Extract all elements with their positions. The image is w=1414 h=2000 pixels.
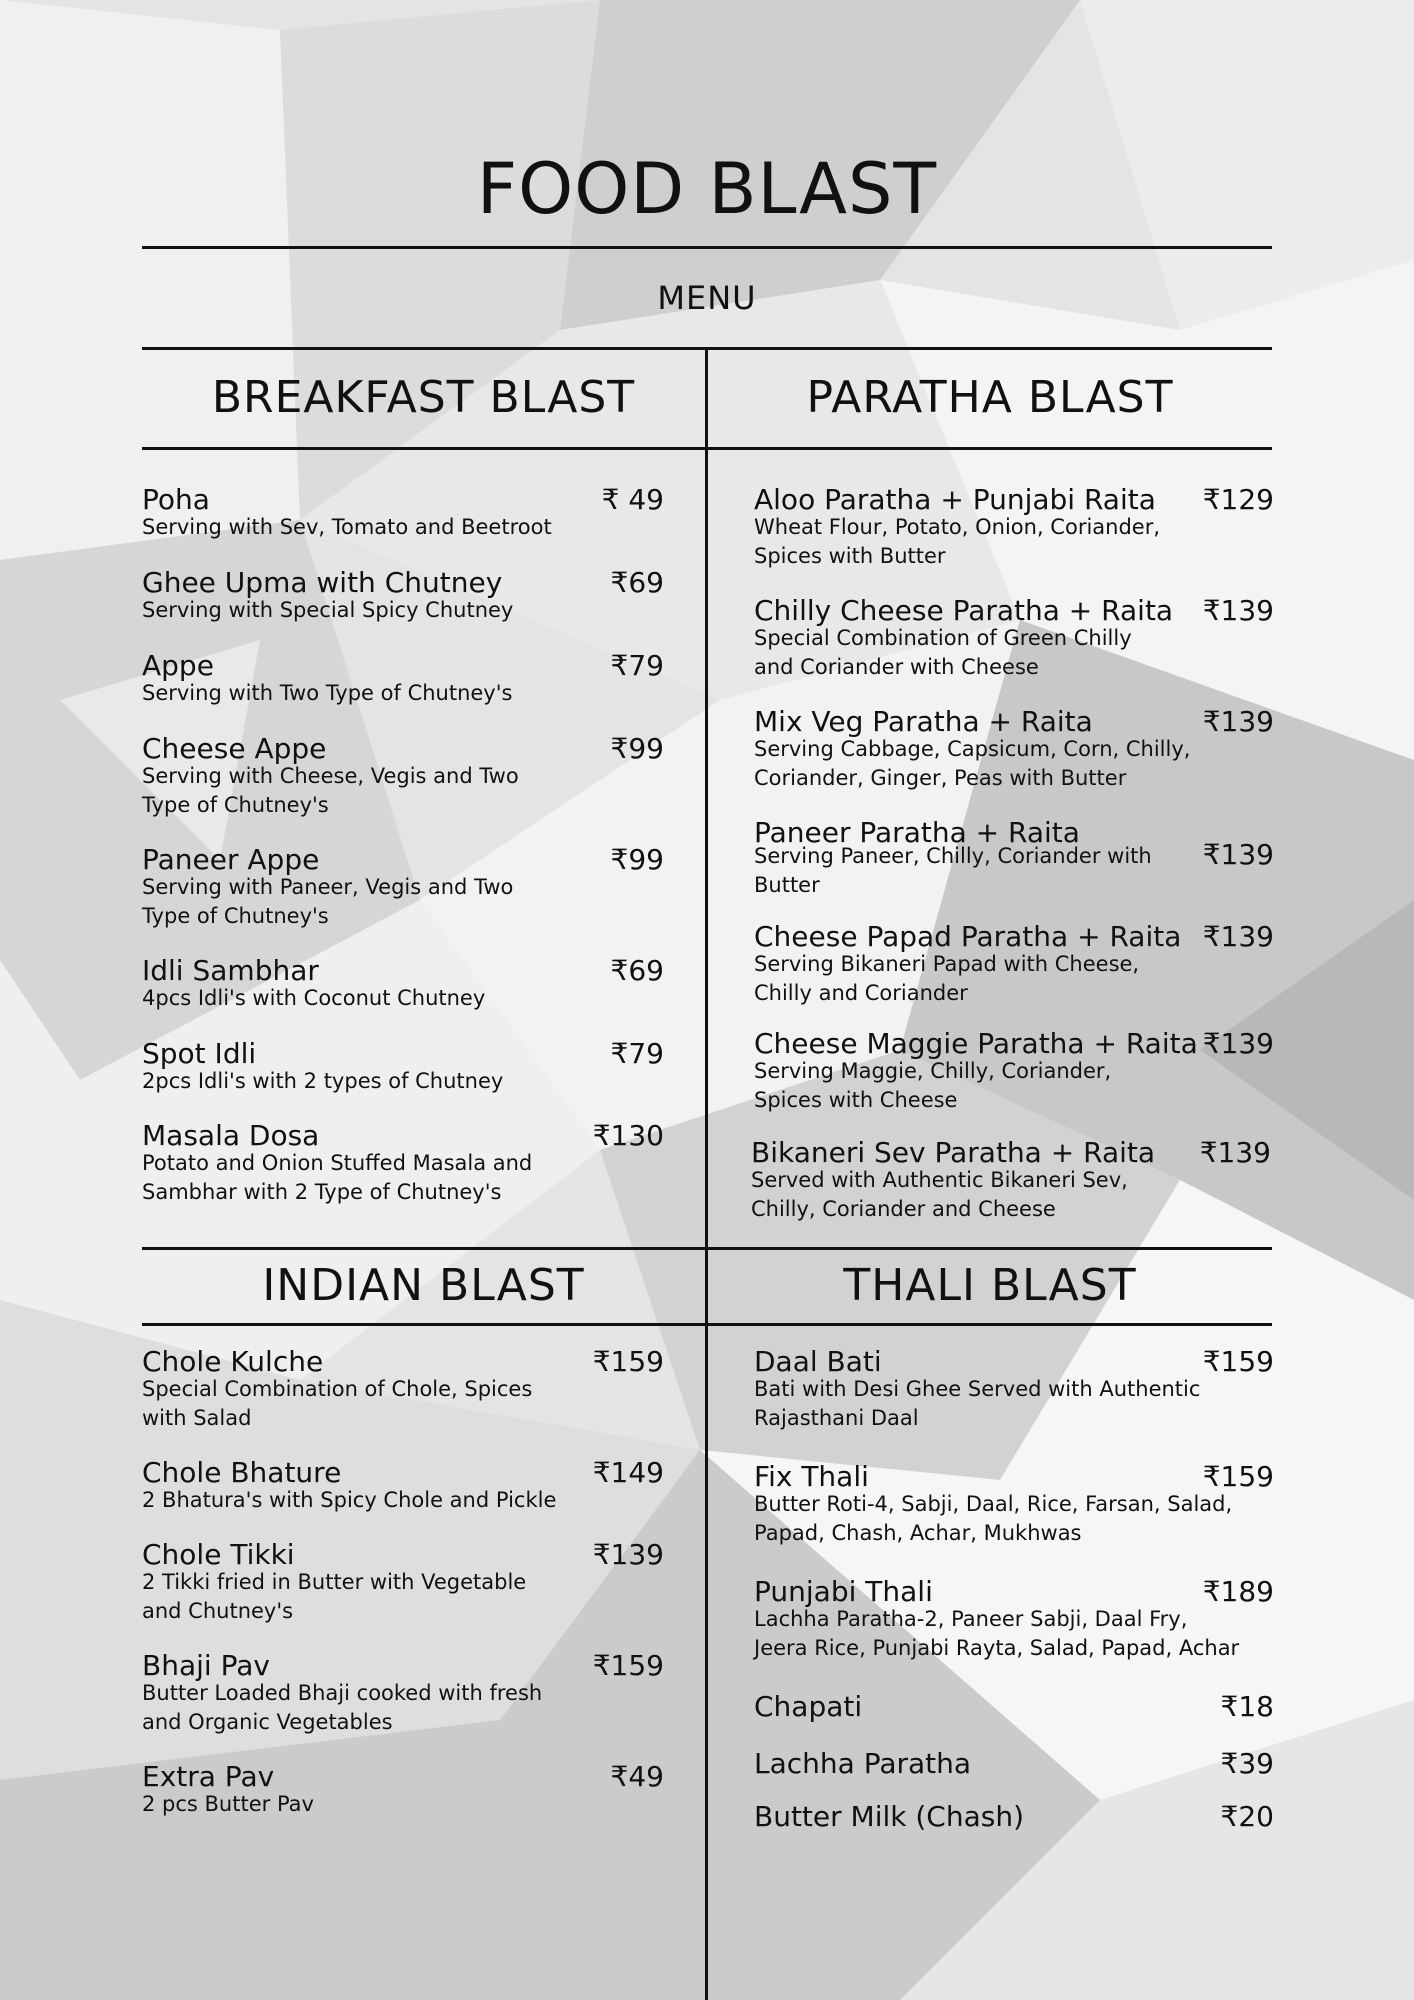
menu-item — [142, 1760, 664, 1850]
menu-item — [142, 1345, 664, 1435]
item-price: ₹139 — [592, 1538, 664, 1571]
item-description: Serving with Special Spicy Chutney — [142, 598, 514, 622]
item-price: ₹69 — [610, 566, 664, 599]
menu-item — [142, 566, 664, 656]
menu-item — [754, 1800, 1274, 1890]
menu-item — [754, 1345, 1274, 1435]
item-price: ₹69 — [610, 954, 664, 987]
item-name: Cheese Maggie Paratha + Raita — [754, 1027, 1198, 1060]
item-description: Served with Authentic Bikaneri Sev, Chilly, Coriander and Cheese — [751, 1168, 1128, 1221]
menu-item — [142, 732, 664, 822]
item-price: ₹ 49 — [601, 483, 664, 516]
menu-item — [754, 1575, 1274, 1665]
item-description: Serving with Two Type of Chutney's — [142, 681, 513, 705]
item-price: ₹20 — [1220, 1800, 1274, 1833]
column-divider — [705, 349, 708, 2000]
item-description: Serving with Paneer, Vegis and Two Type of Chutney's — [142, 875, 514, 928]
item-name: Bikaneri Sev Paratha + Raita — [751, 1136, 1156, 1169]
item-name: Chole Tikki — [142, 1538, 295, 1571]
item-price: ₹49 — [610, 1760, 664, 1793]
menu-item — [142, 843, 664, 933]
item-name: Poha — [142, 483, 210, 516]
item-price: ₹139 — [1202, 1027, 1274, 1060]
menu-item — [754, 705, 1274, 795]
item-name: Extra Pav — [142, 1760, 275, 1793]
item-price: ₹139 — [1202, 594, 1274, 627]
item-name: Chilly Cheese Paratha + Raita — [754, 594, 1174, 627]
menu-item — [751, 1136, 1271, 1226]
item-description: 4pcs Idli's with Coconut Chutney — [142, 986, 486, 1010]
item-price: ₹39 — [1220, 1747, 1274, 1780]
menu-item — [142, 649, 664, 739]
item-description: Serving Maggie, Chilly, Coriander, Spices with Cheese — [754, 1059, 1112, 1112]
item-price: ₹189 — [1202, 1575, 1274, 1608]
section-title-indian: INDIAN BLAST — [262, 1260, 585, 1311]
item-description: 2 Bhatura's with Spicy Chole and Pickle — [142, 1488, 557, 1512]
section-header-divider-bottom — [142, 1323, 1272, 1326]
item-description: Serving Cabbage, Capsicum, Corn, Chilly, Coriander, Ginger, Peas with Butter — [754, 737, 1191, 790]
item-price: ₹139 — [1199, 1136, 1271, 1169]
item-description: Butter Roti-4, Sabji, Daal, Rice, Farsan, Salad, Papad, Chash, Achar, Mukhwas — [754, 1492, 1233, 1545]
item-description: Wheat Flour, Potato, Onion, Coriander, Spices with Butter — [754, 515, 1161, 568]
item-name: Butter Milk (Chash) — [754, 1800, 1025, 1833]
item-name: Punjabi Thali — [754, 1575, 933, 1608]
item-description: Special Combination of Green Chilly and Coriander with Cheese — [754, 626, 1132, 679]
item-price: ₹139 — [1202, 705, 1274, 738]
item-price: ₹79 — [610, 1037, 664, 1070]
menu-item — [754, 483, 1274, 573]
item-name: Chole Kulche — [142, 1345, 324, 1378]
item-price: ₹99 — [610, 732, 664, 765]
item-description: 2pcs Idli's with 2 types of Chutney — [142, 1069, 504, 1093]
item-name: Masala Dosa — [142, 1119, 320, 1152]
item-name: Paneer Appe — [142, 843, 320, 876]
section-title-breakfast: BREAKFAST BLAST — [211, 372, 636, 423]
item-name: Aloo Paratha + Punjabi Raita — [754, 483, 1156, 516]
item-price: ₹18 — [1220, 1690, 1274, 1723]
section-header-divider-top — [142, 447, 1272, 450]
item-name: Appe — [142, 649, 214, 682]
item-description: Serving with Cheese, Vegis and Two Type of Chutney's — [142, 764, 519, 817]
item-price: ₹159 — [592, 1345, 664, 1378]
item-price: ₹159 — [1202, 1460, 1274, 1493]
item-name: Fix Thali — [754, 1460, 869, 1493]
menu-item — [142, 954, 664, 1044]
item-description: 2 Tikki fried in Butter with Vegetable and Chutney's — [142, 1570, 527, 1623]
restaurant-title: FOOD BLAST — [476, 148, 938, 230]
item-name: Paneer Paratha + Raita — [754, 816, 1080, 849]
item-name: Bhaji Pav — [142, 1649, 270, 1682]
item-price: ₹159 — [1202, 1345, 1274, 1378]
menu-item — [142, 1037, 664, 1127]
item-description: Butter Loaded Bhaji cooked with fresh and Organic Vegetables — [142, 1681, 543, 1734]
section-title-paratha: PARATHA BLAST — [806, 372, 1174, 423]
item-description: Special Combination of Chole, Spices with Salad — [142, 1377, 533, 1430]
item-name: Cheese Papad Paratha + Raita — [754, 920, 1182, 953]
item-description: 2 pcs Butter Pav — [142, 1792, 314, 1816]
item-name: Chole Bhature — [142, 1456, 342, 1489]
item-price: ₹139 — [1202, 920, 1274, 953]
item-description: Serving with Sev, Tomato and Beetroot — [142, 515, 552, 539]
item-price: ₹159 — [592, 1649, 664, 1682]
menu-subtitle: MENU — [657, 279, 757, 317]
item-price: ₹149 — [592, 1456, 664, 1489]
item-description: Lachha Paratha-2, Paneer Sabji, Daal Fry, Jeera Rice, Punjabi Rayta, Salad, Papad, Achar — [754, 1607, 1240, 1660]
item-description: Serving Paneer, Chilly, Coriander with Butter — [754, 844, 1152, 897]
item-price: ₹130 — [592, 1119, 664, 1152]
menu-item — [754, 920, 1274, 1010]
item-price: ₹79 — [610, 649, 664, 682]
menu-item — [142, 483, 664, 573]
item-description: Serving Bikaneri Papad with Cheese, Chilly and Coriander — [754, 952, 1140, 1005]
item-description: Potato and Onion Stuffed Masala and Sambhar with 2 Type of Chutney's — [142, 1151, 533, 1204]
item-description: Bati with Desi Ghee Served with Authentic Rajasthani Daal — [754, 1377, 1201, 1430]
menu-item — [142, 1649, 664, 1739]
section-divider-middle — [142, 1247, 1272, 1250]
item-name: Daal Bati — [754, 1345, 882, 1378]
item-name: Idli Sambhar — [142, 954, 319, 987]
menu-item — [754, 594, 1274, 684]
item-price: ₹99 — [610, 843, 664, 876]
menu-item — [142, 1119, 664, 1209]
item-name: Spot Idli — [142, 1037, 257, 1070]
item-name: Cheese Appe — [142, 732, 327, 765]
item-price: ₹129 — [1202, 483, 1274, 516]
menu-item — [754, 1460, 1274, 1550]
title-divider — [142, 246, 1272, 249]
item-name: Mix Veg Paratha + Raita — [754, 705, 1093, 738]
section-title-thali: THALI BLAST — [843, 1260, 1137, 1311]
menu-item — [142, 1456, 664, 1546]
item-name: Lachha Paratha — [754, 1747, 972, 1780]
menu-item — [754, 1027, 1274, 1117]
menu-item — [142, 1538, 664, 1628]
item-price: ₹139 — [1202, 838, 1274, 871]
menu-item — [754, 816, 1274, 906]
item-name: Chapati — [754, 1690, 863, 1723]
item-name: Ghee Upma with Chutney — [142, 566, 503, 599]
